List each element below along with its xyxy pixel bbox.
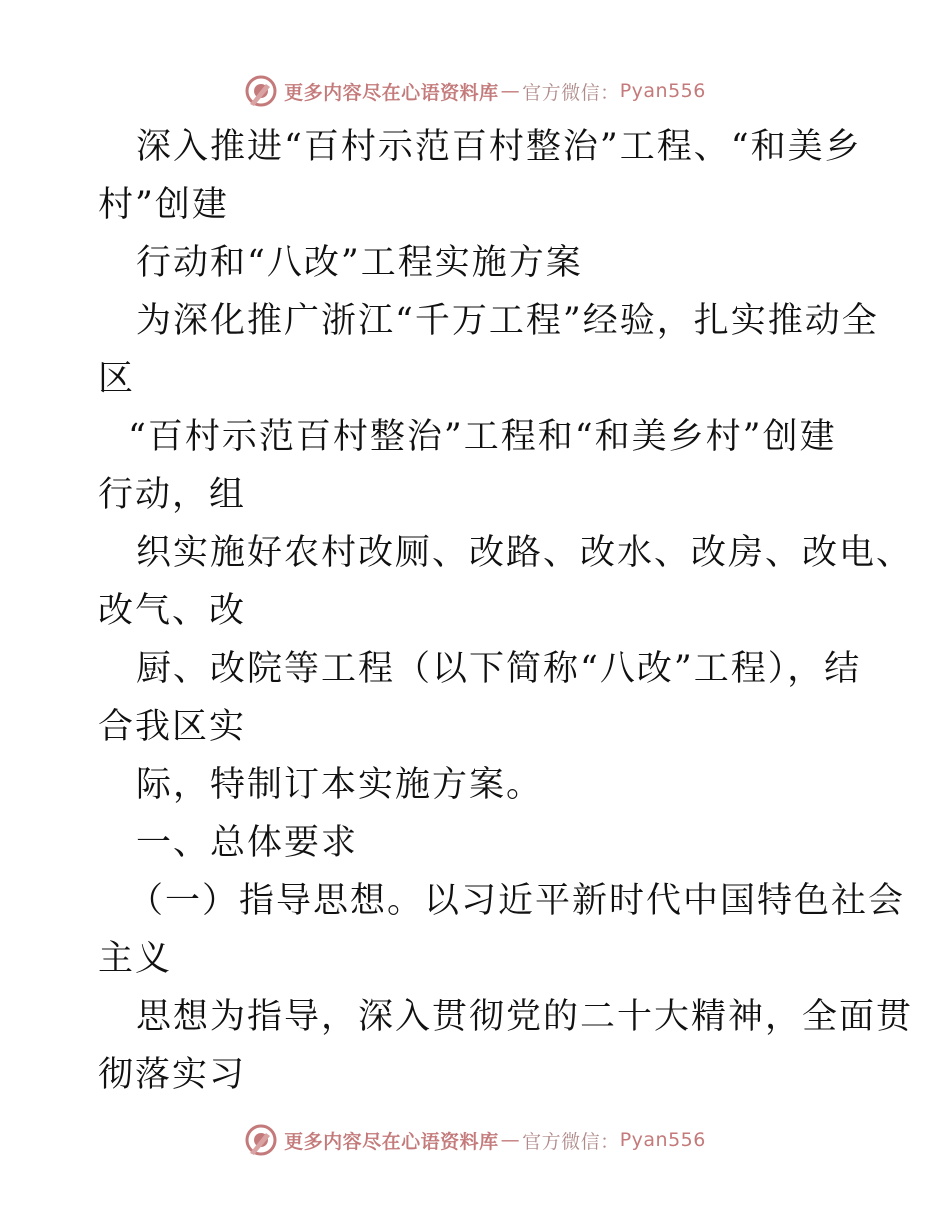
- text-line: 深入推进“百村示范百村整治”工程、“和美乡: [136, 127, 862, 167]
- text-line: 改气、改: [98, 591, 247, 631]
- watermark-main: 更多内容尽在心语资料库: [284, 81, 499, 104]
- section-heading: 一、总体要求: [136, 823, 359, 863]
- text-line: 际，特制订本实施方案。: [136, 765, 544, 805]
- watermark-main: 更多内容尽在心语资料库: [284, 1130, 499, 1153]
- text-line: （一）指导思想。以习近平新时代中国特色社会: [128, 881, 906, 921]
- text-line: 织实施好农村改厕、改路、改水、改房、改电、: [136, 533, 914, 573]
- watermark-sub: 官方微信：: [522, 81, 620, 104]
- text-line: 主义: [98, 939, 173, 979]
- text-line: 思想为指导，深入贯彻党的二十大精神，全面贯: [136, 997, 914, 1037]
- watermark-dash: —: [500, 80, 521, 102]
- watermark-sub: 官方微信：: [522, 1130, 620, 1153]
- text-line: 合我区实: [98, 707, 247, 747]
- pen-logo-icon: [244, 74, 278, 108]
- text-line: 彻落实习: [98, 1055, 247, 1095]
- text-line: 区: [98, 359, 136, 399]
- pen-logo-icon: [244, 1123, 278, 1157]
- text-line: 为深化推广浙江“千万工程”经验，扎实推动全: [136, 301, 879, 341]
- text-line: 厨、改院等工程（以下简称“八改”工程），结: [136, 649, 862, 689]
- watermark-header: [0, 71, 950, 111]
- document-body: [98, 118, 914, 1104]
- watermark-id: Pyan556: [619, 80, 706, 102]
- text-line: 行动，组: [98, 475, 247, 515]
- text-line: 行动和“八改”工程实施方案: [136, 243, 583, 283]
- watermark-footer: [0, 1120, 950, 1160]
- watermark-dash: —: [500, 1129, 521, 1151]
- watermark-id: Pyan556: [619, 1129, 706, 1151]
- text-line: 村”创建: [98, 185, 229, 225]
- text-line: “百村示范百村整治”工程和“和美乡村”创建: [128, 417, 837, 457]
